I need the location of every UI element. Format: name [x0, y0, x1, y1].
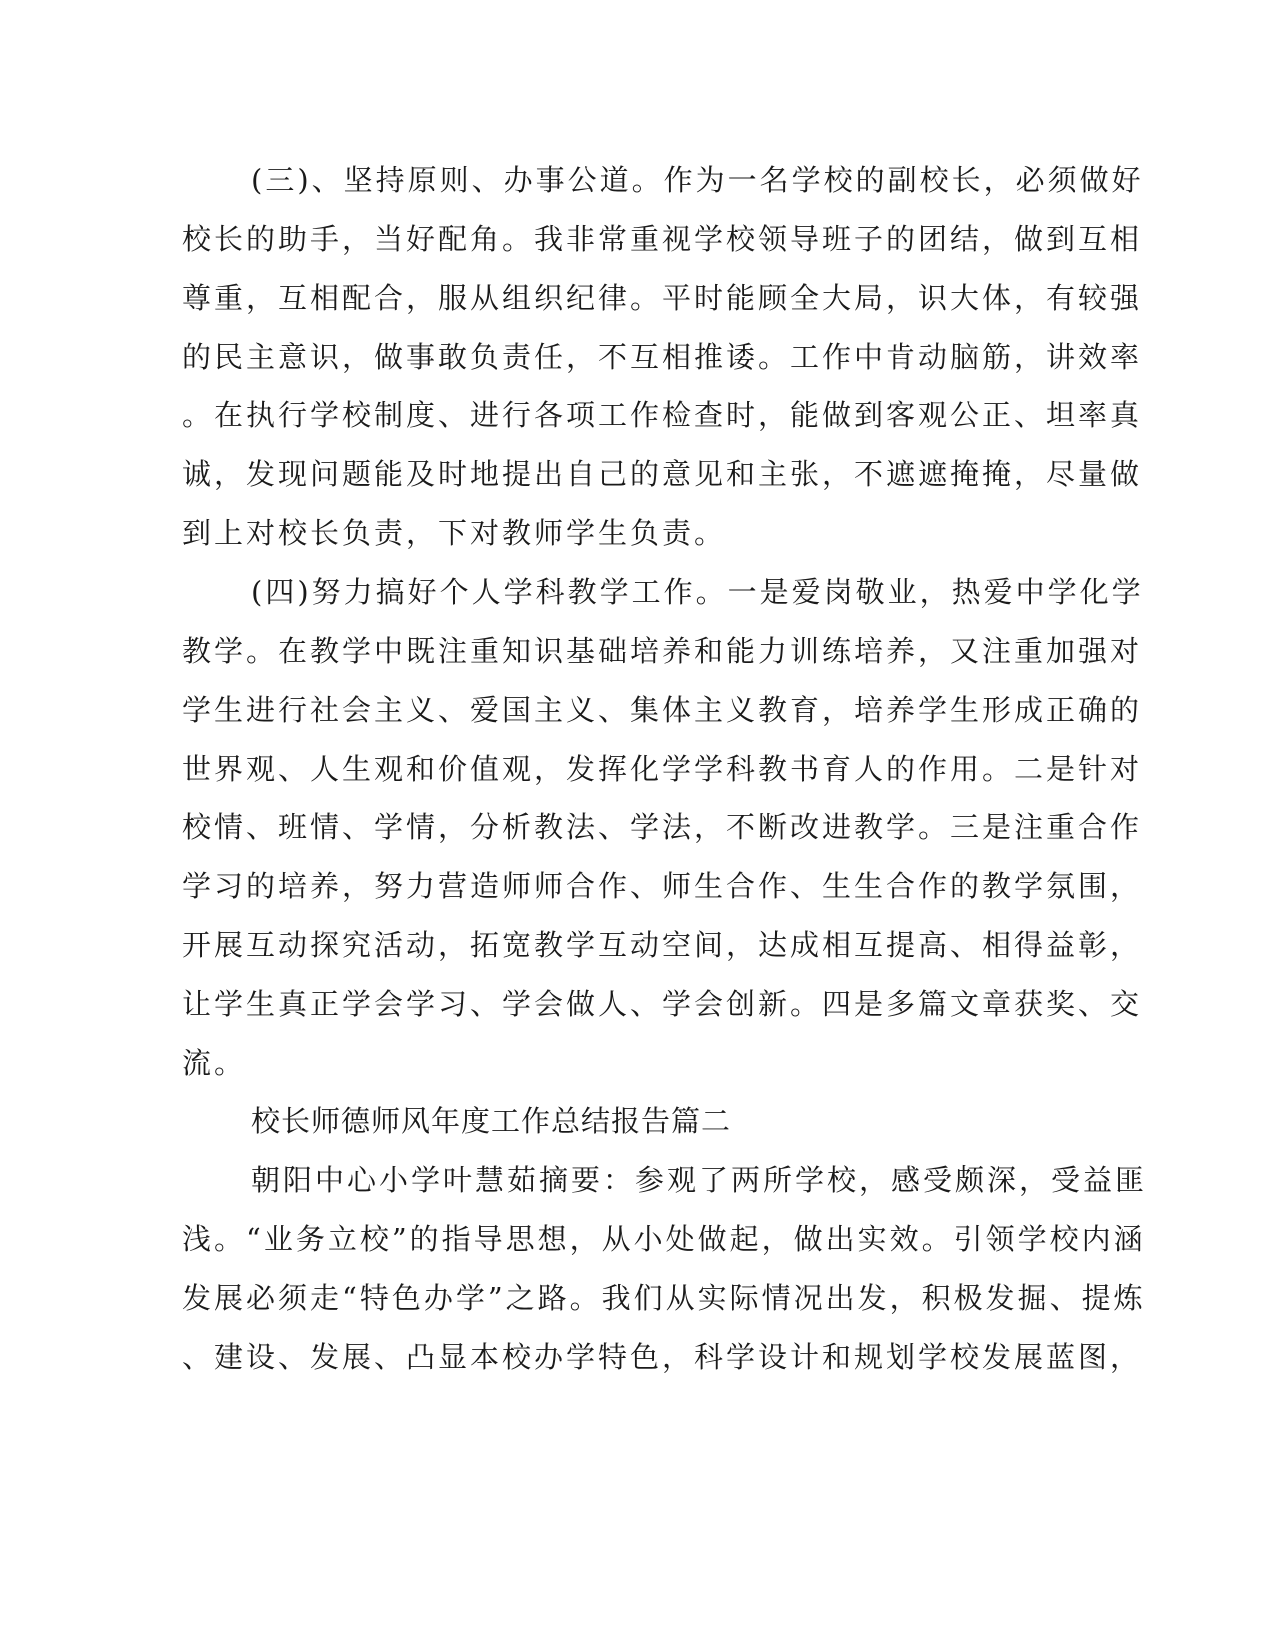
paragraph-3-line-5: 。在执行学校制度、进行各项工作检查时，能做到客观公正、坦率真 — [182, 398, 1143, 432]
paragraph-4-line-9: 流。 — [182, 1046, 247, 1080]
paragraph-4-line-8: 让学生真正学会学习、学会做人、学会创新。四是多篇文章获奖、交 — [182, 987, 1143, 1021]
paragraph-3-line-4: 的民主意识，做事敢负责任，不互相推诿。工作中肯动脑筋，讲效率 — [182, 340, 1143, 374]
summary-line-4: 、建设、发展、凸显本校办学特色，科学设计和规划学校发展蓝图， — [182, 1340, 1143, 1374]
paragraph-3-line-1: (三)、坚持原则、办事公道。作为一名学校的副校长，必须做好 — [251, 163, 1144, 197]
paragraph-4-line-2: 教学。在教学中既注重知识基础培养和能力训练培养，又注重加强对 — [182, 634, 1143, 668]
paragraph-3-line-7: 到上对校长负责，下对教师学生负责。 — [182, 516, 727, 550]
summary-line-2: 浅。“业务立校”的指导思想，从小处做起，做出实效。引领学校内涵 — [182, 1222, 1146, 1256]
paragraph-3-line-3: 尊重，互相配合，服从组织纪律。平时能顾全大局，识大体，有较强 — [182, 281, 1143, 315]
summary-line-1: 朝阳中心小学叶慧茹摘要：参观了两所学校，感受颇深，受益匪 — [251, 1163, 1148, 1197]
summary-line-3: 发展必须走“特色办学”之路。我们从实际情况出发，积极发掘、提炼 — [182, 1281, 1146, 1315]
paragraph-4-line-5: 校情、班情、学情，分析教法、学法，不断改进教学。三是注重合作 — [182, 810, 1143, 844]
paragraph-4-line-4: 世界观、人生观和价值观，发挥化学学科教书育人的作用。二是针对 — [182, 752, 1143, 786]
section-title: 校长师德师风年度工作总结报告篇二 — [251, 1104, 732, 1138]
paragraph-4-line-1: (四)努力搞好个人学科教学工作。一是爱岗敬业，热爱中学化学 — [251, 575, 1144, 609]
paragraph-4-line-6: 学习的培养，努力营造师师合作、师生合作、生生合作的教学氛围， — [182, 869, 1143, 903]
paragraph-4-line-3: 学生进行社会主义、爱国主义、集体主义教育，培养学生形成正确的 — [182, 693, 1143, 727]
paragraph-3-line-6: 诚，发现问题能及时地提出自己的意见和主张，不遮遮掩掩，尽量做 — [182, 457, 1143, 491]
paragraph-3-line-2: 校长的助手，当好配角。我非常重视学校领导班子的团结，做到互相 — [182, 222, 1143, 256]
paragraph-4-line-7: 开展互动探究活动，拓宽教学互动空间，达成相互提高、相得益彰， — [182, 928, 1143, 962]
